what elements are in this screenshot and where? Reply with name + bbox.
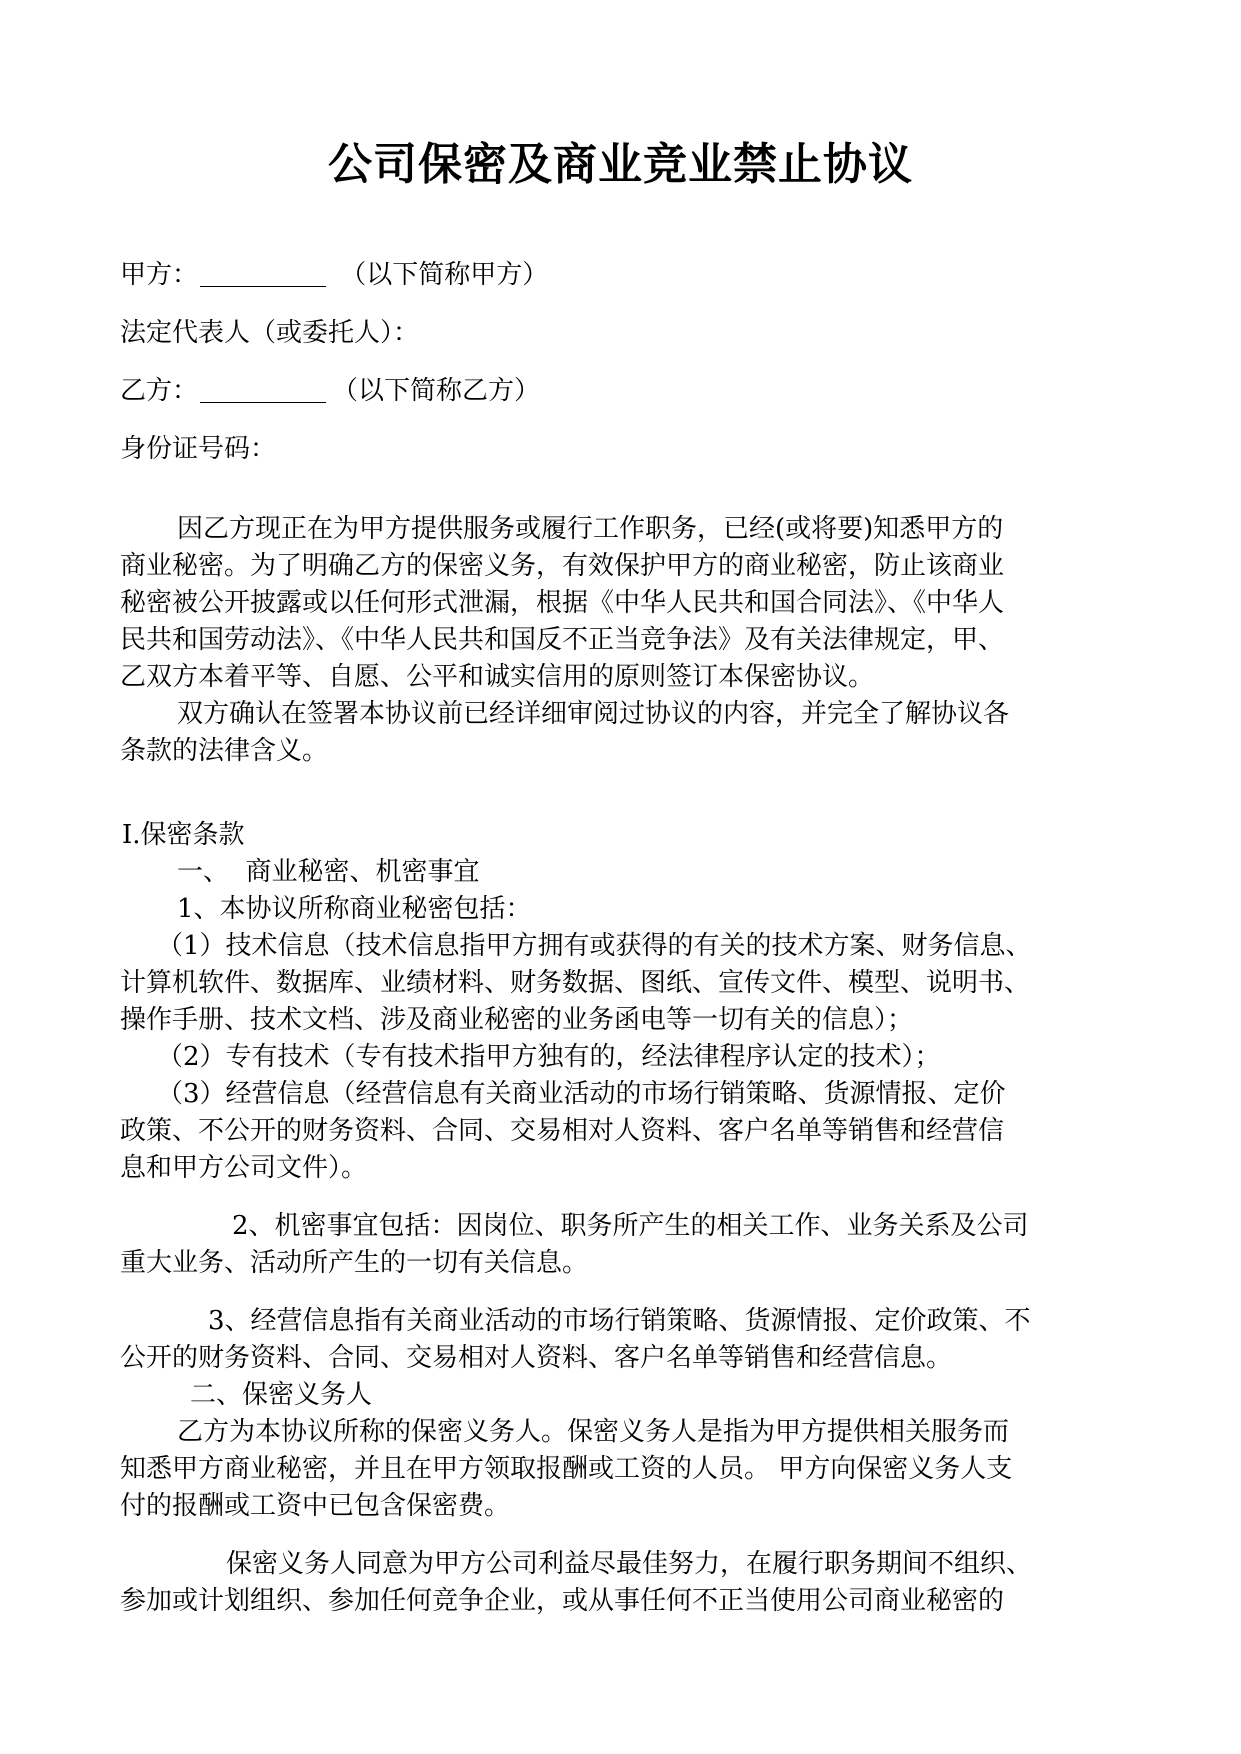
representative-line: 法定代表人（或委托人）： xyxy=(120,318,420,348)
party-b-blank xyxy=(200,374,326,403)
body-line: 2、机密事宜包括：因岗位、职务所产生的相关工作、业务关系及公司 xyxy=(232,1211,1029,1241)
body-line: 操作手册、技术文档、涉及商业秘密的业务函电等一切有关的信息）； xyxy=(120,1005,914,1035)
party-a-suffix: （以下简称甲方） xyxy=(340,260,549,290)
body-line: 因乙方现正在为甲方提供服务或履行工作职务，已经(或将要)知悉甲方的 xyxy=(177,514,1004,544)
party-b-suffix: （以下简称乙方） xyxy=(332,376,541,406)
body-line: 付的报酬或工资中已包含保密费。 xyxy=(120,1491,511,1521)
section-heading: Ⅰ.保密条款 xyxy=(122,820,245,850)
body-line: 乙方为本协议所称的保密义务人。保密义务人是指为甲方提供相关服务而 xyxy=(177,1417,1010,1447)
body-line: 重大业务、活动所产生的一切有关信息。 xyxy=(120,1248,589,1278)
body-line: （3）经营信息（经营信息有关商业活动的市场行销策略、货源情报、定价 xyxy=(157,1079,1006,1109)
body-line: 公开的财务资料、合同、交易相对人资料、客户名单等销售和经营信息。 xyxy=(120,1343,953,1373)
party-b-line xyxy=(120,374,1120,408)
body-line: 秘密被公开披露或以任何形式泄漏，根据《中华人民共和国合同法》、《中华人 xyxy=(120,588,1005,618)
body-line: 息和甲方公司文件）。 xyxy=(120,1153,368,1183)
body-line: 保密义务人同意为甲方公司利益尽最佳努力，在履行职务期间不组织、 xyxy=(226,1549,1033,1579)
party-a-label: 甲方： xyxy=(120,260,199,290)
body-line: （1）技术信息（技术信息指甲方拥有或获得的有关的技术方案、财务信息、 xyxy=(157,931,1032,961)
subsection-heading: 二、保密义务人 xyxy=(190,1380,373,1410)
body-line: 1、本协议所称商业秘密包括： xyxy=(177,894,532,924)
party-a-blank xyxy=(200,258,326,287)
body-line: （2）专有技术（专有技术指甲方独有的，经法律程序认定的技术）； xyxy=(157,1042,941,1072)
body-line: 乙双方本着平等、自愿、公平和诚实信用的原则签订本保密协议。 xyxy=(120,662,875,692)
body-line: 民共和国劳动法》、《中华人民共和国反不正当竞争法》及有关法律规定，甲、 xyxy=(120,625,1005,655)
party-b-label: 乙方： xyxy=(120,376,199,406)
document-title: 公司保密及商业竞业禁止协议 xyxy=(328,139,913,190)
body-line: 参加或计划组织、参加任何竞争企业，或从事任何不正当使用公司商业秘密的 xyxy=(120,1586,1005,1616)
subsection-heading: 一、 商业秘密、机密事宜 xyxy=(177,857,480,887)
body-line: 条款的法律含义。 xyxy=(120,736,329,766)
body-line: 双方确认在签署本协议前已经详细审阅过协议的内容，并完全了解协议各 xyxy=(177,699,1010,729)
body-line: 知悉甲方商业秘密，并且在甲方领取报酬或工资的人员。 甲方向保密义务人支 xyxy=(120,1454,1013,1484)
body-line: 计算机软件、数据库、业绩材料、财务数据、图纸、宣传文件、模型、说明书、 xyxy=(120,968,1031,998)
body-line: 3、经营信息指有关商业活动的市场行销策略、货源情报、定价政策、不 xyxy=(208,1306,1031,1336)
body-line: 政策、不公开的财务资料、合同、交易相对人资料、客户名单等销售和经营信 xyxy=(120,1116,1005,1146)
body-line: 商业秘密。为了明确乙方的保密义务，有效保护甲方的商业秘密，防止该商业 xyxy=(120,551,1005,581)
id-number-line: 身份证号码： xyxy=(120,434,277,464)
party-a-line xyxy=(120,258,1120,292)
